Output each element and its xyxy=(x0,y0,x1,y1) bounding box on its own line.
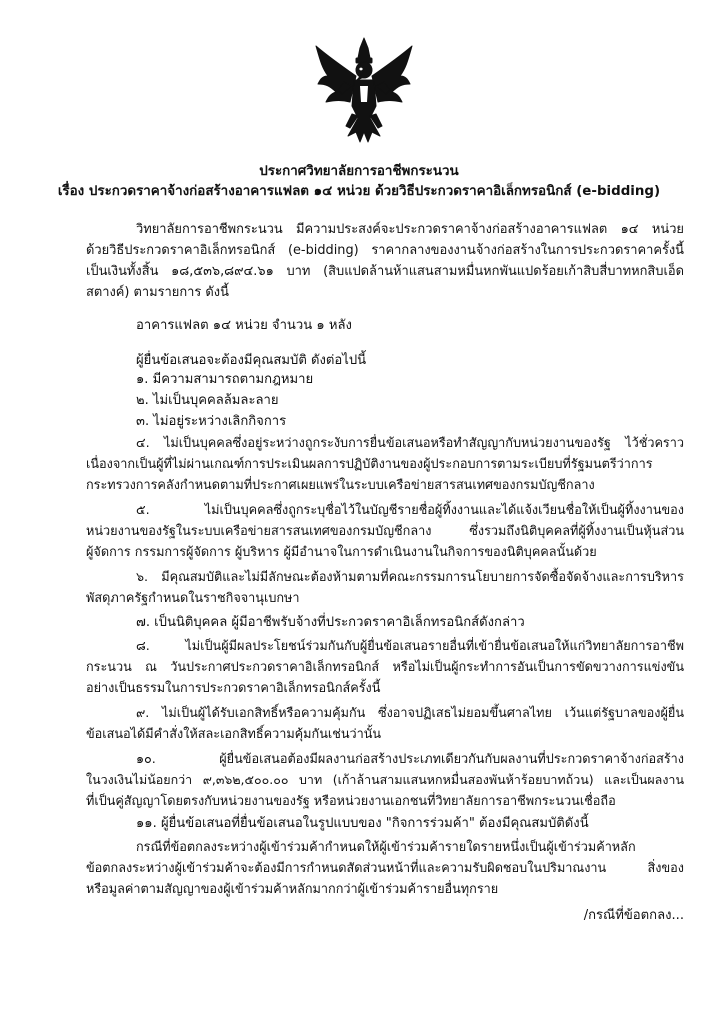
qualification-line: หรือมูลค่าตามสัญญาของผู้เข้าร่วมค้าหลักมากกว่าผู้เข้าร่วมค้ารายอื่นทุกราย xyxy=(86,881,499,896)
qualification-item: ๕. ไม่เป็นบุคคลซึ่งถูกระบุชื่อไว้ในบัญชีรายชื่อผู้ทิ้งงานและได้แจ้งเวียนชื่อให้เป็นผู้ทิ้งงานของ xyxy=(136,502,684,517)
garuda-emblem-icon xyxy=(312,36,416,144)
qualification-line: ที่เป็นคู่สัญญาโดยตรงกับหน่วยงานของรัฐ หรือหน่วยงานเอกชนที่วิทยาลัยการอาชีพกระนวนเชื่อถือ xyxy=(86,793,616,808)
qualification-line: พัสดุภาครัฐกำหนดในราชกิจจานุเบกษา xyxy=(86,590,300,605)
intro-line-1: วิทยาลัยการอาชีพกระนวน มีความประสงค์จะประกวดราคาจ้างก่อสร้างอาคารแฟลต ๑๔ หน่วย xyxy=(136,222,684,237)
qualification-line: กระทรวงการคลังกำหนดตามที่ประกาศเผยแพร่ในระบบเครือข่ายสารสนเทศของกรมบัญชีกลาง xyxy=(86,477,595,492)
qualification-item: ๔. ไม่เป็นบุคคลซึ่งอยู่ระหว่างถูกระงับการยื่นข้อเสนอหรือทำสัญญากับหน่วยงานของรัฐ ไว้ชั่วคราว xyxy=(136,435,684,450)
qualification-item: ๑๑. ผู้ยื่นข้อเสนอที่ยื่นข้อเสนอในรูปแบบของ "กิจการร่วมค้า" ต้องมีคุณสมบัติดังนี้ xyxy=(136,816,589,831)
qualification-line: ข้อเสนอได้มีคำสั่งให้สละเอกสิทธิ์ความคุ้มกันเช่นว่านั้น xyxy=(86,726,382,741)
qualification-item: ๙. ไม่เป็นผู้ได้รับเอกสิทธิ์หรือความคุ้มกัน ซึ่งอาจปฏิเสธไม่ยอมขึ้นศาลไทย เว้นแต่รัฐบาลของผู้ยื่น xyxy=(136,705,684,720)
qualification-item: ๑๐. ผู้ยื่นข้อเสนอต้องมีผลงานก่อสร้างประเภทเดียวกันกับผลงานที่ประกวดราคาจ้างก่อสร้าง xyxy=(136,751,684,766)
announcement-title: ประกาศวิทยาลัยการอาชีพกระนวน xyxy=(259,164,459,179)
item-line: อาคารแฟลต ๑๔ หน่วย จำนวน ๑ หลัง xyxy=(136,318,352,333)
qualification-line: ข้อตกลงระหว่างผู้เข้าร่วมค้าจะต้องมีการกำหนดสัดส่วนหน้าที่และความรับผิดชอบในปริมาณงาน สิ่งของ xyxy=(86,860,684,875)
continuation-note: /กรณีที่ข้อตกลง... xyxy=(583,908,684,923)
qualification-line: กรณีที่ข้อตกลงระหว่างผู้เข้าร่วมค้ากำหนดให้ผู้เข้าร่วมค้ารายใดรายหนึ่งเป็นผู้เข้าร่วมค้าหลัก xyxy=(136,839,636,854)
qualification-item: ๓. ไม่อยู่ระหว่างเลิกกิจการ xyxy=(136,414,287,429)
qualification-line: ผู้จัดการ กรรมการผู้จัดการ ผู้บริหาร ผู้มีอำนาจในการดำเนินงานในกิจการของนิติบุคคลนั้นด้วย xyxy=(86,544,597,559)
qualification-line: หน่วยงานของรัฐในระบบเครือข่ายสารสนเทศของกรมบัญชีกลาง ซึ่งรวมถึงนิติบุคคลที่ผู้ทิ้งงานเป็นหุ้นส่วน xyxy=(86,523,684,538)
qualification-line: ในวงเงินไม่น้อยกว่า ๙,๓๖๒,๕๐๐.๐๐ บาท (เก้าล้านสามแสนหกหมื่นสองพันห้าร้อยบาทถ้วน) และเป็นผลงาน xyxy=(86,772,684,787)
qualification-item: ๒. ไม่เป็นบุคคลล้มละลาย xyxy=(136,393,279,408)
intro-line-4: สตางค์) ตามรายการ ดังนี้ xyxy=(86,285,229,300)
qualifications-heading: ผู้ยื่นข้อเสนอจะต้องมีคุณสมบัติ ดังต่อไปนี้ xyxy=(136,353,367,368)
announcement-subject: เรื่อง ประกวดราคาจ้างก่อสร้างอาคารแฟลต ๑๔ หน่วย ด้วยวิธีประกวดราคาอิเล็กทรอนิกส์ (e-bidding) xyxy=(57,184,661,199)
qualification-item: ๖. มีคุณสมบัติและไม่มีลักษณะต้องห้ามตามที่คณะกรรมการนโยบายการจัดซื้อจัดจ้างและการบริหาร xyxy=(136,569,684,584)
qualification-item: ๑. มีความสามารถตามกฎหมาย xyxy=(136,372,314,387)
intro-line-2: ด้วยวิธีประกวดราคาอิเล็กทรอนิกส์ (e-bidding) ราคากลางของงานจ้างก่อสร้างในการประกวดราคาครั้งนี้ xyxy=(86,243,684,258)
qualification-line: กระนวน ณ วันประกาศประกวดราคาอิเล็กทรอนิกส์ หรือไม่เป็นผู้กระทำการอันเป็นการขัดขวางการแข่งขัน xyxy=(86,659,684,674)
qualification-line: อย่างเป็นธรรมในการประกวดราคาอิเล็กทรอนิกส์ครั้งนี้ xyxy=(86,680,381,695)
intro-line-3: เป็นเงินทั้งสิ้น ๑๘,๕๓๖,๘๙๔.๖๑ บาท (สิบแปดล้านห้าแสนสามหมื่นหกพันแปดร้อยเก้าสิบสี่บาทหกสิบเอ็ด xyxy=(86,264,684,279)
qualification-item: ๘. ไม่เป็นผู้มีผลประโยชน์ร่วมกันกับผู้ยื่นข้อเสนอรายอื่นที่เข้ายื่นข้อเสนอให้แก่วิทยาลัยการอาชีพ xyxy=(136,638,684,653)
qualification-item: ๗. เป็นนิติบุคคล ผู้มีอาชีพรับจ้างที่ประกวดราคาอิเล็กทรอนิกส์ดังกล่าว xyxy=(136,615,525,630)
qualification-line: เนื่องจากเป็นผู้ที่ไม่ผ่านเกณฑ์การประเมินผลการปฏิบัติงานของผู้ประกอบการตามระเบียบที่รัฐมนตรีว่าการ xyxy=(86,456,653,471)
